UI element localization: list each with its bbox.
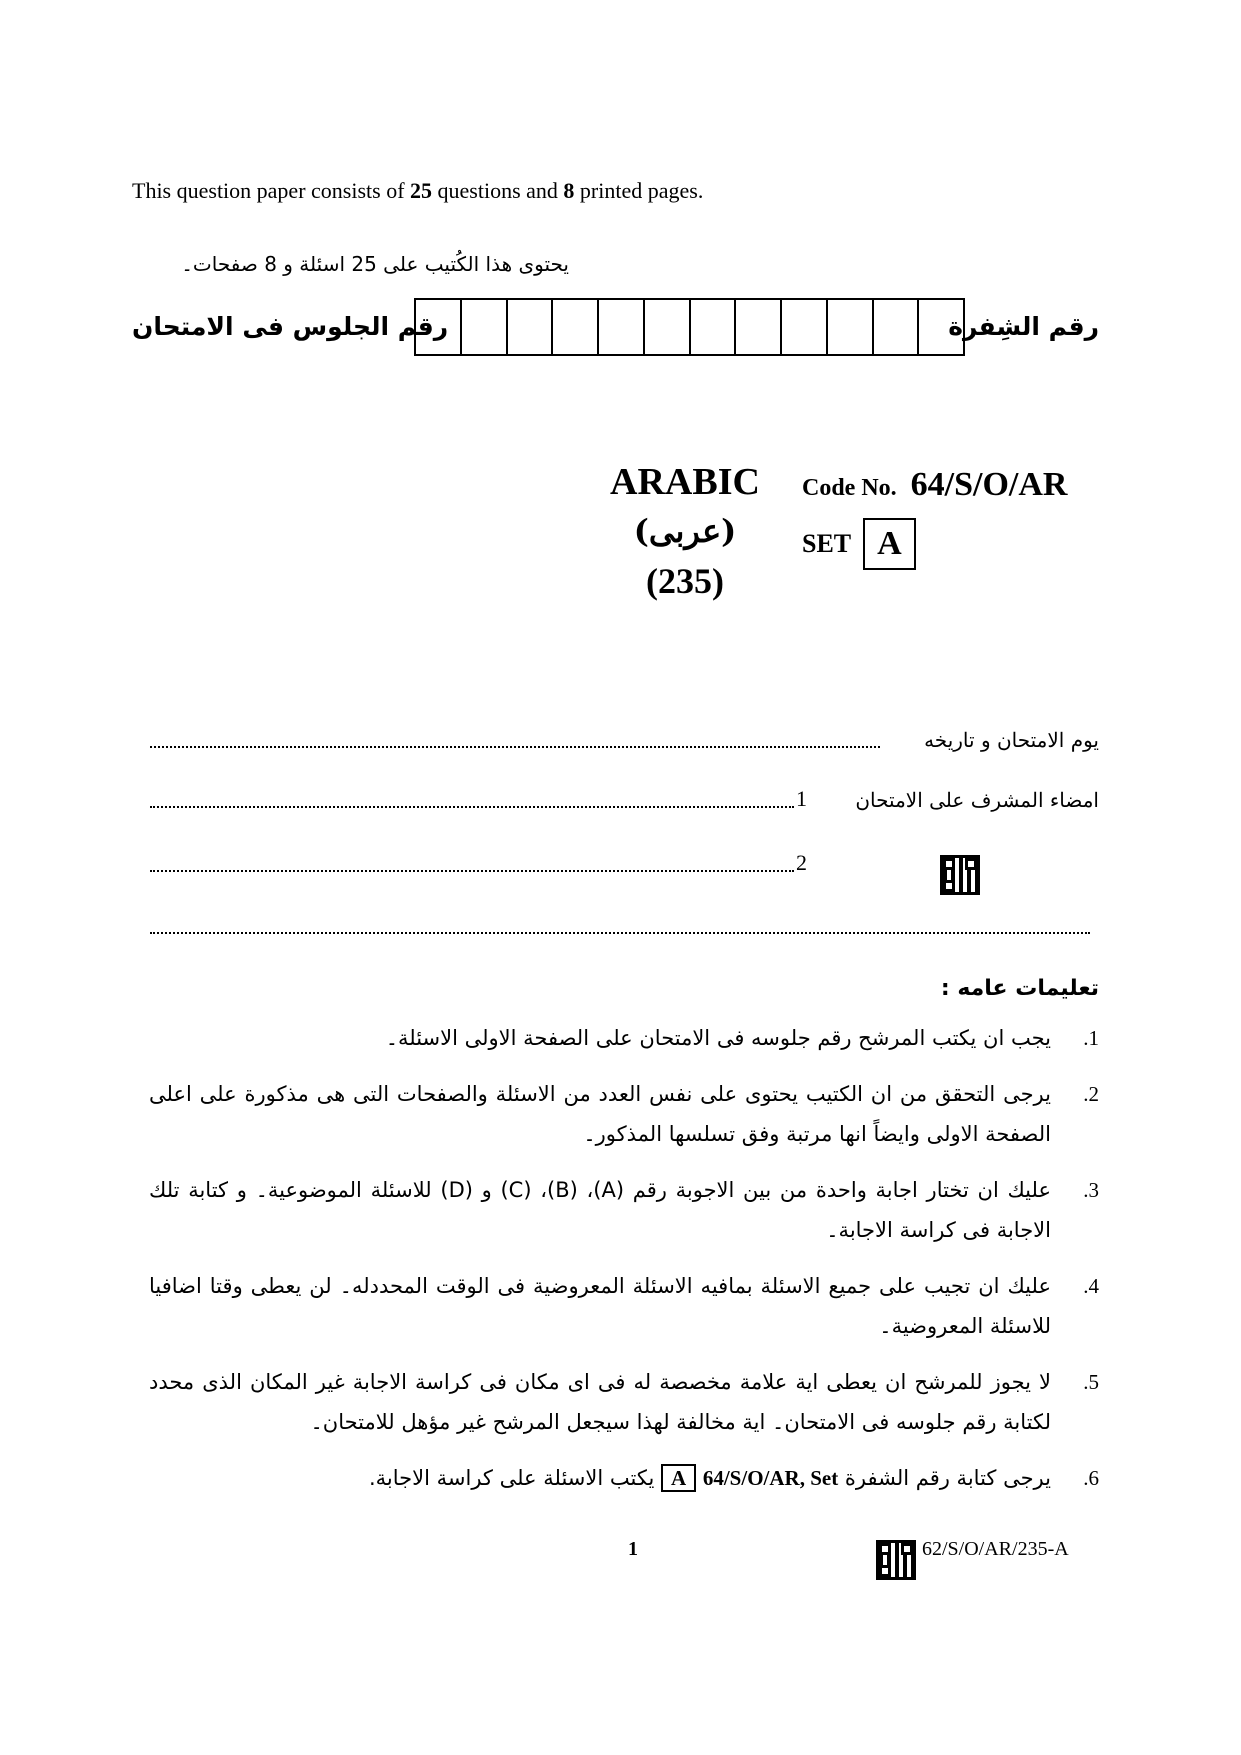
question-count: 25 [410,178,433,203]
instruction-item [149,1362,1099,1442]
roll-box[interactable] [462,300,508,354]
instruction-number: 4. [1083,1274,1099,1298]
roll-box[interactable] [508,300,554,354]
roll-box[interactable] [553,300,599,354]
instruction-number: 6. [1083,1466,1099,1490]
roll-box[interactable] [691,300,737,354]
subject-number: (235) [646,561,724,601]
exam-date-label: يوم الامتحان و تاريخه [924,728,1099,752]
roll-box[interactable] [919,300,963,354]
instruction-text: عليك ان تجيب على جميع الاسئلة بمافيه الاسئلة المعروضية فى الوقت المحددله۔ لن يعطى وقتا اضافيا للاسئلة المعروضية۔ [149,1274,1051,1338]
roll-box[interactable] [828,300,874,354]
subject-english: ARABIC [610,461,760,503]
roll-number-label-arabic: رقم الجلوس فى الامتحان [132,312,449,341]
supervisor-signature-label: امضاء المشرف على الامتحان [855,788,1099,812]
item6-code: 64/S/O/AR, Set [702,1466,839,1490]
instruction-item [149,1266,1099,1346]
instructions-title: تعليمات عامه : [940,976,1099,1001]
instruction-text: يجب ان يكتب المرشح رقم جلوسه فى الامتحان على الصفحة الاولى الاسئلة۔ [385,1026,1051,1050]
consists-mid: questions and [432,178,564,203]
roll-box[interactable] [782,300,828,354]
page-count: 8 [563,178,575,203]
instruction-number: 3. [1083,1178,1099,1202]
code-label-arabic: رقم الشِفرة [948,312,1099,341]
signature-line-2[interactable] [150,868,794,872]
signature-number-2: 2 [796,850,807,875]
instruction-number: 2. [1083,1082,1099,1106]
instruction-text [149,1458,1051,1498]
code-no-label: Code No. [802,475,897,501]
instruction-item [149,1458,1099,1498]
arabic-consists-line: يحتوى هذا الكُتيب على 25 اسئلة و 8 صفحات۔ [181,252,569,276]
code-no-value: 64/S/O/AR [910,466,1068,503]
divider [150,930,1090,934]
instruction-text: لا يجوز للمرشح ان يعطى اية علامة مخصصة له فى اى مكان فى كراسة الاجابة غير المكان الذى محدد لكتابة رقم جلوسه فى الامتحان۔ اية مخالفة لهذا سيجعل المرشح غير مؤهل للامتحان۔ [149,1370,1051,1434]
instruction-text: يرجى التحقق من ان الكتيب يحتوى على نفس العدد من الاسئلة والصفحات التى هى مذكورة على اعلى الصفحة الاولى وايضاً انها مرتبة وفق تسلسها المذكور۔ [149,1082,1051,1146]
instruction-text: عليك ان تختار اجابة واحدة من بين الاجوبة رقم (A)، (B)، (C) و (D) للاسئلة الموضوعية۔ و كتابة تلك الاجابة فى كراسة الاجابة۔ [149,1178,1051,1242]
instruction-number: 5. [1083,1370,1099,1394]
roll-number-boxes [414,298,965,356]
instruction-item [149,1018,1099,1058]
paper-consists-line [132,178,703,204]
footer-paper-code: 62/S/O/AR/235-A [922,1538,1069,1560]
item6-post: يكتب الاسئلة على كراسة الاجابة. [369,1466,655,1490]
qr-code-icon [876,1540,916,1580]
signature-line-1[interactable] [150,804,794,808]
item6-pre: يرجى كتابة رقم الشفرة [844,1466,1051,1490]
instructions-list [149,1018,1099,1514]
consists-pre: This question paper consists of [132,178,411,203]
roll-box[interactable] [645,300,691,354]
set-label: SET [802,529,852,558]
consists-post: printed pages. [574,178,704,203]
signature-number-1: 1 [796,786,807,811]
subject-block [520,458,850,606]
roll-box[interactable] [599,300,645,354]
roll-box[interactable] [874,300,920,354]
qr-code-icon [940,855,980,895]
instruction-item [149,1074,1099,1154]
page-number: 1 [628,1538,638,1560]
exam-date-line[interactable] [150,744,880,748]
code-number [802,466,1067,504]
instruction-item [149,1170,1099,1250]
instruction-number: 1. [1083,1026,1099,1050]
roll-box[interactable] [736,300,782,354]
subject-arabic: (عربى) [633,512,737,550]
set-block [802,518,916,570]
set-value-box: A [863,518,916,570]
item6-set-box: A [661,1464,696,1492]
